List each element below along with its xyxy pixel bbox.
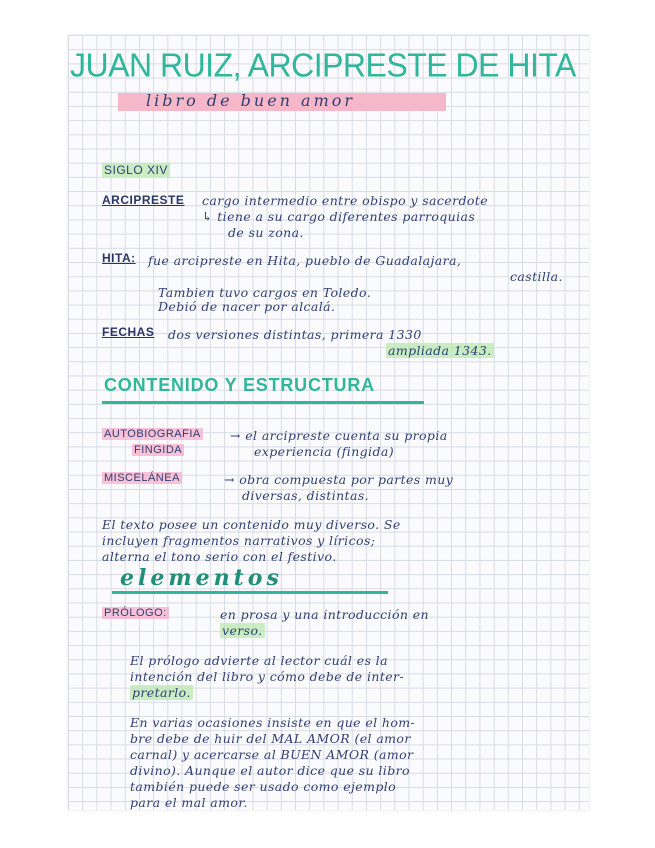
notebook-page [68, 35, 589, 810]
prologo-term: PRÓLOGO: [104, 607, 167, 619]
subtitle-highlight [118, 93, 446, 111]
prologo-para2-line-6: para el mal amor. [130, 795, 248, 810]
prologo-para1-line-2: intención del libro y cómo debe de inter- [130, 669, 405, 684]
fechas-line-2: ampliada 1343. [388, 343, 492, 358]
prologo-line-2: verso. [222, 623, 263, 638]
prologo-para2-line-5: también puede ser usado como ejemplo [130, 779, 397, 794]
fechas-term: FECHAS [102, 325, 155, 339]
arcipreste-term: ARCIPRESTE [102, 193, 185, 207]
siglo-label: SIGLO XIV [104, 163, 168, 177]
hita-line-4: Debió de nacer por alcalá. [158, 299, 336, 314]
autobiografia-line-2: experiencia (fingida) [254, 444, 394, 459]
arcipreste-line-3: de su zona. [228, 225, 304, 240]
autobiografia-term-2: FINGIDA [134, 444, 183, 456]
texto-line-1: El texto posee un contenido muy diverso. Se [102, 517, 401, 532]
fechas-line-1: dos versiones distintas, primera 1330 [168, 327, 422, 342]
section-heading-underline [102, 401, 424, 404]
prologo-para1-line-1: El prólogo advierte al lector cuál es la [130, 653, 388, 668]
elementos-underline [112, 591, 388, 594]
hita-line-2: castilla. [510, 269, 563, 284]
arcipreste-line-2: ↳ tiene a su cargo diferentes parroquias [202, 209, 476, 224]
autobiografia-line-1: → el arcipreste cuenta su propia [230, 428, 448, 443]
subtitle: libro de buen amor [146, 91, 356, 110]
hita-term: HITA: [102, 251, 136, 265]
elementos-heading: elementos [120, 565, 283, 591]
miscelanea-line-2: diversas, distintas. [242, 488, 370, 503]
prologo-para2-line-3: carnal) y acercarse al BUEN AMOR (amor [130, 747, 414, 762]
hita-line-3: Tambien tuvo cargos en Toledo. [158, 285, 372, 300]
prologo-line-1: en prosa y una introducción en [220, 607, 429, 622]
autobiografia-term-1: AUTOBIOGRAFIA [104, 428, 201, 440]
section-heading-contenido: CONTENIDO Y ESTRUCTURA [104, 375, 375, 395]
texto-line-3: alterna el tono serio con el festivo. [102, 549, 337, 564]
texto-line-2: incluyen fragmentos narrativos y líricos; [102, 533, 376, 548]
arcipreste-line-1: cargo intermedio entre obispo y sacerdote [202, 193, 489, 208]
prologo-para2-line-2: bre debe de huir del MAL AMOR (el amor [130, 731, 411, 746]
miscelanea-term: MISCELÁNEA [104, 472, 180, 484]
hita-line-1: fue arcipreste en Hita, pueblo de Guadalajara, [148, 253, 462, 268]
page-title: JUAN RUIZ, ARCIPRESTE DE HITA [70, 46, 576, 84]
prologo-para2-line-4: divino). Aunque el autor dice que su libro [130, 763, 410, 778]
miscelanea-line-1: → obra compuesta por partes muy [224, 472, 454, 487]
prologo-para2-line-1: En varias ocasiones insiste en que el hom- [130, 715, 416, 730]
prologo-para1-line-3: pretarlo. [132, 685, 191, 700]
